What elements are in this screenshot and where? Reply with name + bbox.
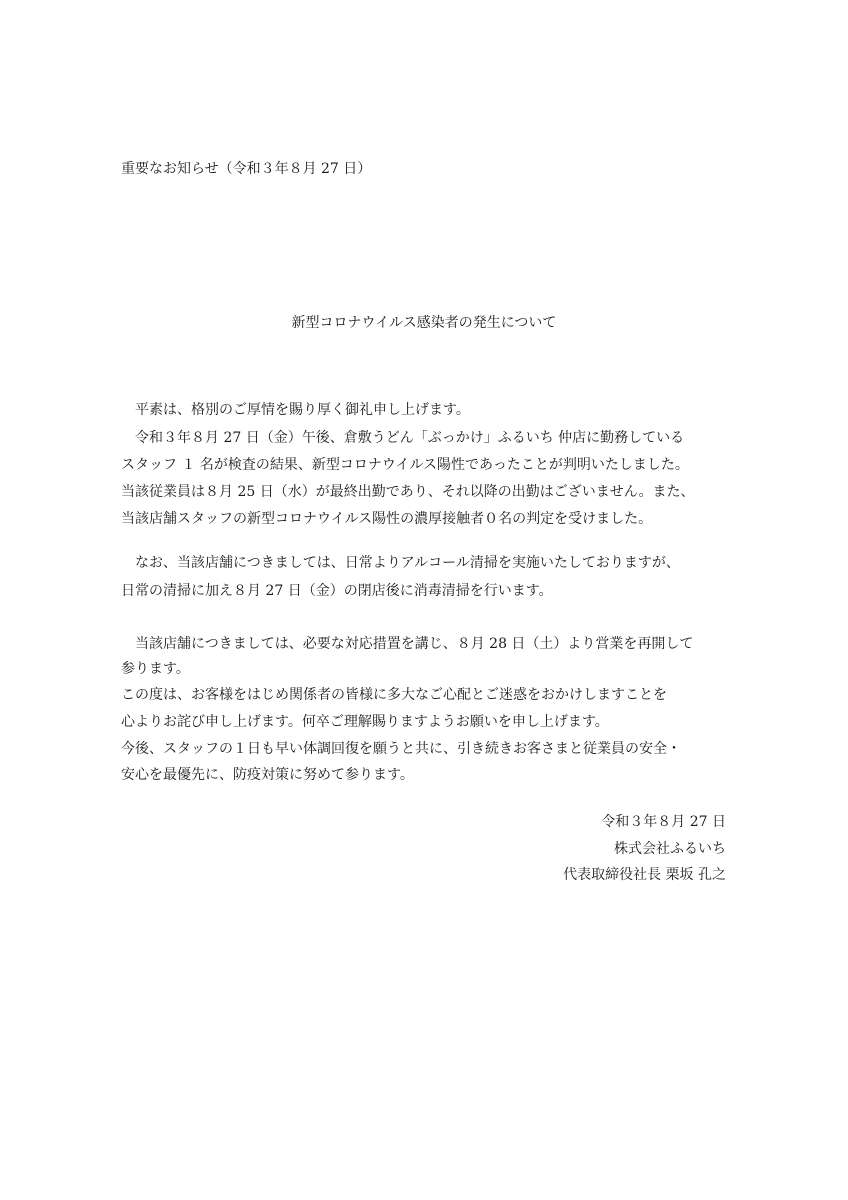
body-line: 令和３年８月 27 日（金）午後、倉敷うどん「ぶっかけ」ふるいち 仲店に勤務している [121, 430, 685, 446]
body-line: 日常の清掃に加え８月 27 日（金）の閉店後に消毒清掃を行います。 [121, 583, 553, 599]
body-line: 平素は、格別のご厚情を賜り厚く御礼申し上げます。 [121, 402, 470, 418]
document-title: 新型コロナウイルス感染者の発生について [291, 315, 557, 331]
body-line: 安心を最優先に、防疫対策に努めて参ります。 [121, 767, 414, 783]
body-line: この度は、お客様をはじめ関係者の皆様に多大なご心配とご迷惑をおかけしますことを [121, 687, 667, 703]
body-line: 当該店舗スタッフの新型コロナウイルス陽性の濃厚接触者０名の判定を受けました。 [121, 511, 653, 527]
signature-company: 株式会社ふるいち [614, 841, 726, 857]
signature-representative: 代表取締役社長 栗坂 孔之 [563, 867, 726, 883]
body-line: 当該従業員は８月 25 日（水）が最終出勤であり、それ以降の出勤はございません。また、 [121, 484, 695, 500]
body-line: 心よりお詫び申し上げます。何卒ご理解賜りますようお願いを申し上げます。 [121, 714, 609, 730]
notice-heading: 重要なお知らせ（令和３年８月 27 日） [121, 161, 372, 177]
body-line: なお、当該店舗につきましては、日常よりアルコール清掃を実施いたしておりますが、 [121, 555, 680, 571]
body-line: スタッフ １ 名が検査の結果、新型コロナウイルス陽性であったことが判明いたしました。 [121, 457, 689, 473]
body-line: 当該店舗につきましては、必要な対応措置を講じ、８月 28 日（土）より営業を再開して [121, 636, 694, 652]
body-line: 参ります。 [121, 661, 190, 677]
signature-date: 令和３年８月 27 日 [601, 814, 726, 830]
body-line: 今後、スタッフの１日も早い体調回復を願うと共に、引き続きお客さまと従業員の安全・ [121, 741, 681, 757]
